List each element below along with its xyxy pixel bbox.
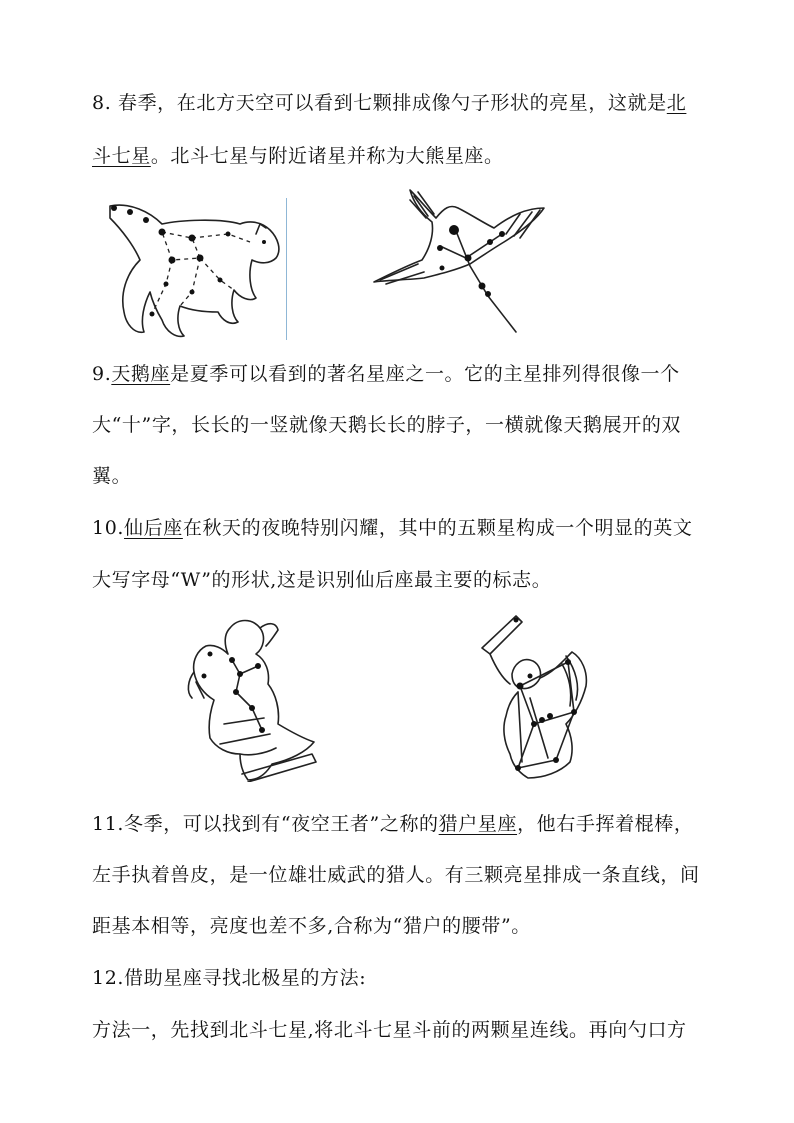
figure-divider [286, 198, 287, 340]
cygnus-link: 天鹅座 [111, 363, 171, 385]
p11-text: 11.冬季，可以找到有“夜空王者”之称的 [92, 813, 439, 835]
p9-line-2: 大“十”字，长长的一竖就像天鹅长长的脖子，一横就像天鹅展开的双 [92, 414, 682, 436]
p9-line-3: 翼。 [92, 465, 132, 487]
p8-text-2: 。北斗七星与附近诸星并称为大熊星座。 [150, 145, 504, 167]
p10-line-1 [92, 515, 692, 541]
p10-line-2: 大写字母“W”的形状,这是识别仙后座最主要的标志。 [92, 569, 552, 591]
p8-text: 8. 春季，在北方天空可以看到七颗排成像勺子形状的亮星，这就是 [92, 92, 667, 114]
p9-number: 9. [92, 363, 112, 385]
p9-text: 是夏季可以看到的著名星座之一。它的主星排列得很像一个 [170, 363, 680, 385]
p8-line-2 [92, 143, 504, 169]
big-dipper-link-part2: 斗七星 [92, 145, 151, 167]
cygnus-figure [370, 186, 550, 334]
p10-text: 在秋天的夜晚特别闪耀，其中的五颗星构成一个明显的英文 [182, 517, 693, 539]
p12-line-2: 方法一，先找到北斗七星,将北斗七星斗前的两颗星连线。再向勺口方 [92, 1019, 687, 1041]
p8-line-1 [92, 90, 686, 116]
ursa-major-figure [100, 194, 290, 342]
cassiopeia-link: 仙后座 [124, 517, 183, 539]
p11-text-end: ，他右手挥着棍棒， [517, 813, 694, 835]
orion-figure [478, 612, 590, 780]
p12-line-1: 12.借助星座寻找北极星的方法: [92, 967, 367, 989]
cassiopeia-figure [180, 614, 326, 782]
p11-line-3: 距基本相等，亮度也差不多,合称为“猎户的腰带”。 [92, 915, 531, 937]
big-dipper-link-part1: 北 [666, 92, 687, 114]
p11-line-2: 左手执着兽皮，是一位雄壮威武的猎人。有三颗亮星排成一条直线，间 [92, 864, 700, 886]
p11-line-1 [92, 811, 693, 837]
orion-link: 猎户星座 [438, 813, 518, 835]
p9-line-1 [92, 361, 680, 387]
p10-number: 10. [92, 517, 125, 539]
